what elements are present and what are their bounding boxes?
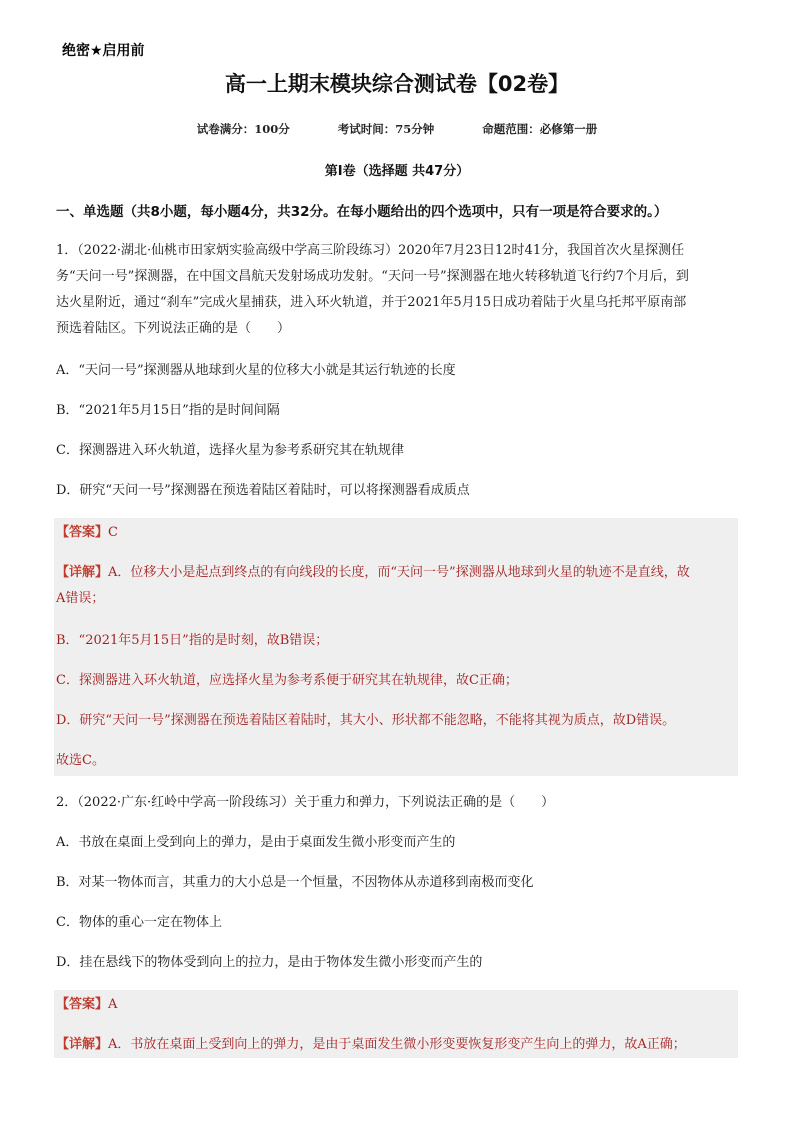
meta-scope: 命题范围：必修第一册 — [482, 122, 598, 136]
q1-option-a: A．“天问一号”探测器从地球到火星的位移大小就是其运行轨迹的长度 — [56, 363, 456, 378]
q2-option-c: C．物体的重心一定在物体上 — [56, 915, 222, 930]
q2-answer — [56, 992, 740, 1018]
q2-option-a: A．书放在桌面上受到向上的弹力，是由于桌面发生微小形变而产生的 — [56, 835, 456, 850]
q1-detail-line: A错误； — [56, 591, 105, 606]
part-heading: 第Ⅰ卷（选择题 共47分） — [324, 164, 470, 179]
q2-option-d: D．挂在悬线下的物体受到向上的拉力，是由于物体发生微小形变而产生的 — [56, 955, 483, 970]
detail-tag: 【详解】 — [56, 565, 109, 580]
q1-detail-line: B．“2021年5月15日”指的是时刻，故B错误； — [56, 633, 329, 648]
q1-option-b: B．“2021年5月15日”指的是时间间隔 — [56, 403, 280, 418]
q1-stem-line: 务“天问一号”探测器，在中国文昌航天发射场成功发射。“天问一号”探测器在地火转移轨道飞行约7个月后，到 — [56, 269, 689, 284]
q1-conclusion: 故选C。 — [56, 753, 105, 768]
q2-stem: 2．（2022·广东·红岭中学高一阶段练习）关于重力和弹力，下列说法正确的是（ ） — [56, 795, 555, 810]
page-title: 高一上期末模块综合测试卷【02卷】 — [224, 72, 570, 96]
section-heading: 一、单选题（共8小题，每小题4分，共32分。在每小题给出的四个选项中，只有一项是符合要求的。） — [56, 204, 668, 220]
detail-text: A．位移大小是起点到终点的有向线段的长度，而“天问一号”探测器从地球到火星的轨迹不是直线，故 — [108, 565, 690, 580]
q2-detail-line — [56, 1032, 740, 1058]
answer-tag: 【答案】 — [56, 997, 109, 1012]
q2-option-b: B．对某一物体而言，其重力的大小总是一个恒量，不因物体从赤道移到南极而变化 — [56, 875, 534, 890]
q1-answer — [56, 520, 740, 546]
q1-option-d: D．研究“天问一号”探测器在预选着陆区着陆时，可以将探测器看成质点 — [56, 483, 470, 498]
q1-stem-line: 达火星附近，通过“刹车”完成火星捕获，进入环火轨道，并于2021年5月15日成功着陆于火星乌托邦平原南部 — [56, 295, 687, 310]
q1-option-c: C．探测器进入环火轨道，选择火星为参考系研究其在轨规律 — [56, 443, 404, 458]
meta-time: 考试时间：75分钟 — [337, 122, 435, 136]
answer-value: A — [108, 997, 118, 1012]
q1-detail-line: D．研究“天问一号”探测器在预选着陆区着陆时，其大小、形状都不能忽略，不能将其视为质点，故D错误。 — [56, 713, 676, 728]
answer-value: C — [108, 525, 118, 540]
detail-tag: 【详解】 — [56, 1037, 109, 1052]
exam-meta — [0, 121, 794, 137]
confidential-mark: 绝密★启用前 — [62, 43, 145, 59]
meta-full-score: 试卷满分：100分 — [196, 122, 290, 136]
q1-detail-line — [56, 560, 740, 586]
answer-tag: 【答案】 — [56, 525, 109, 540]
q1-detail-line: C．探测器进入环火轨道，应选择火星为参考系便于研究其在轨规律，故C正确； — [56, 673, 518, 688]
q1-stem-line: 预选着陆区。下列说法正确的是（ ） — [56, 321, 291, 336]
detail-text: A．书放在桌面上受到向上的弹力，是由于桌面发生微小形变要恢复形变产生向上的弹力，故A正确； — [108, 1037, 686, 1052]
q1-stem-line: 1．（2022·湖北·仙桃市田家炳实验高级中学高三阶段练习）2020年7月23日12时41分，我国首次火星探测任 — [56, 243, 685, 258]
